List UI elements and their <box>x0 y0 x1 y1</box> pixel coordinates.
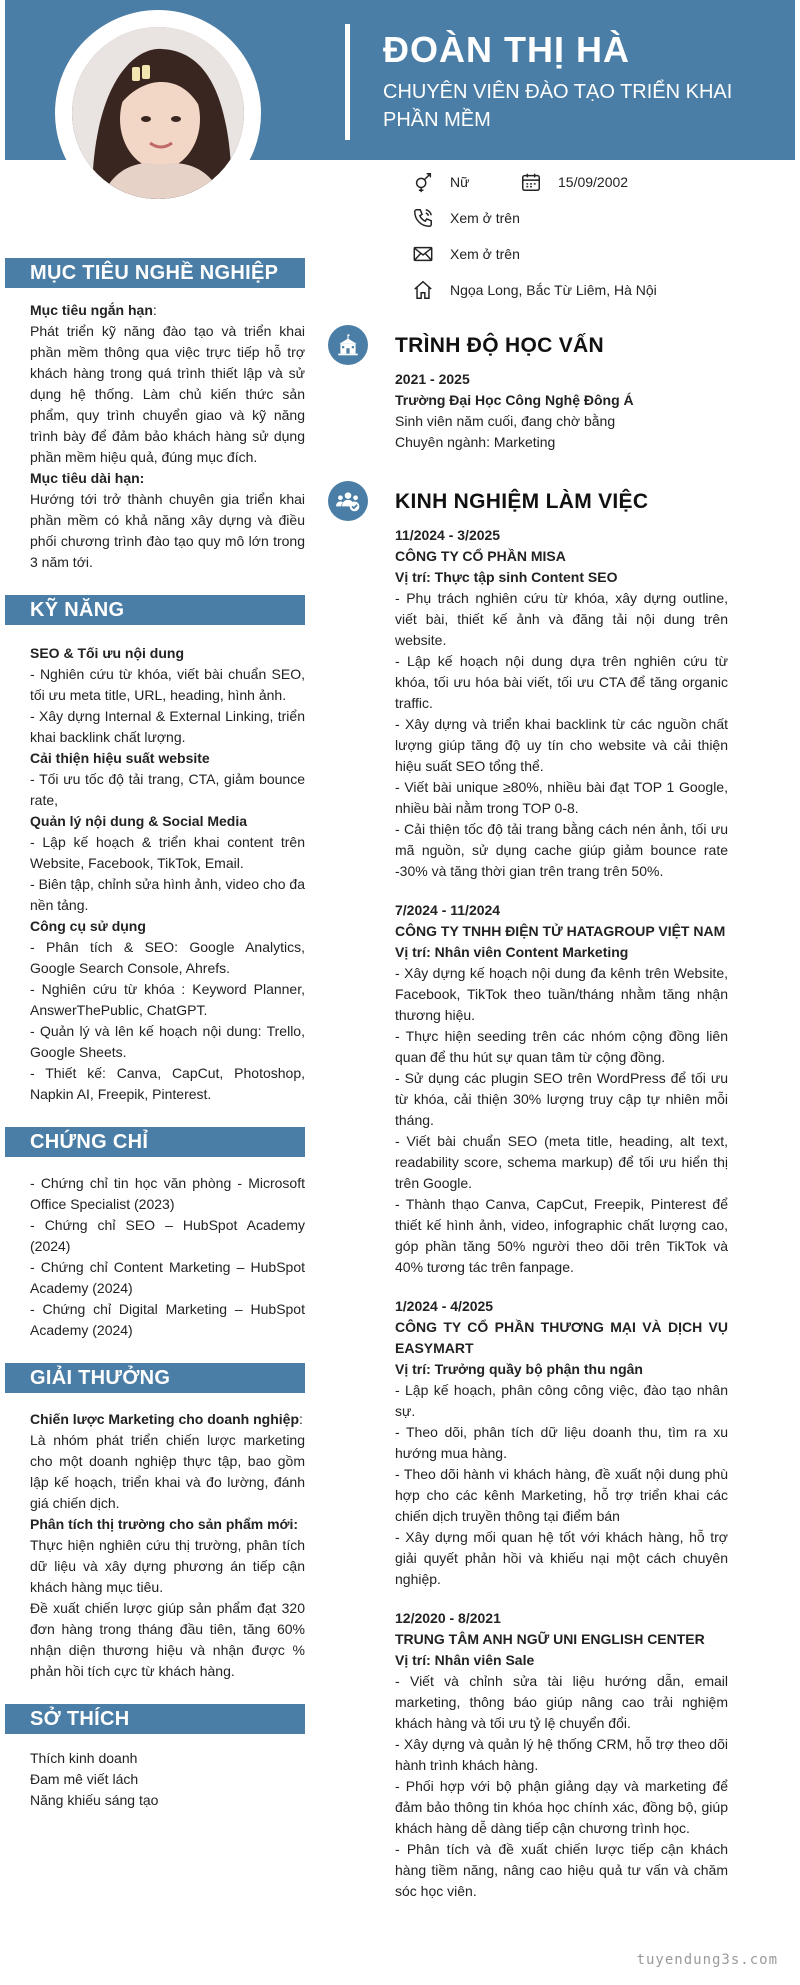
avatar <box>72 27 244 199</box>
job-duty: - Phân tích và đề xuất chiến lược tiếp cận khách hàng tiềm năng, nâng cao hiệu quả tư vấn và chăm sóc học viên. <box>395 1841 728 1899</box>
education-section <box>328 369 728 453</box>
skill-group-title: Quản lý nội dung & Social Media <box>30 813 248 829</box>
gender-item <box>412 170 469 194</box>
phone-item <box>412 206 520 230</box>
skills-heading: KỸ NĂNG <box>5 595 305 625</box>
right-column <box>328 325 728 1920</box>
job-duty: - Viết bài chuẩn SEO (meta title, heading, alt text, readability score, schema markup) để tối ưu hiển thị trên Google. <box>395 1133 728 1191</box>
job-entry <box>395 900 728 1278</box>
award-text: Đề xuất chiến lược giúp sản phẩm đạt 320 đơn hàng trong tháng đầu tiên, tăng 60% nhận diện thương hiệu và nhận được % phản hồi tích cực từ khách hàng. <box>30 1600 305 1679</box>
skill-group-title: Công cụ sử dụng <box>30 918 146 934</box>
awards-section: Chiến lược Marketing cho doanh nghiệp: Là nhóm phát triển chiến lược marketing cho một doanh nghiệp thực tập, bao gồm lập kế hoạch, triển khai và đo lường, đánh giá chiến dịch. Phân tích thị trường cho sản phẩm mới: Thực hiện nghiên cứu thị trường, phân tích dữ liệu và xây dựng phương án tiếp cận khách hàng mục tiêu. Đề xuất chiến lược giúp sản phẩm đạt 320 đơn hàng trong tháng đầu tiên, tăng 60% nhận diện thương hiệu và nhận được % phản hồi tích cực từ khách hàng. <box>5 1393 305 1682</box>
short-term-label: Mục tiêu ngắn hạn <box>30 302 153 318</box>
long-term-label: Mục tiêu dài hạn: <box>30 470 145 486</box>
phone-icon <box>412 207 434 229</box>
certificates-section <box>5 1157 305 1341</box>
gender-icon <box>412 171 434 193</box>
school-name: Trường Đại Học Công Nghệ Đông Á <box>395 392 634 408</box>
job-entry <box>395 525 728 882</box>
experience-header <box>328 481 728 525</box>
skill-group-title: SEO & Tối ưu nội dung <box>30 645 185 661</box>
job-period: 1/2024 - 4/2025 <box>395 1298 494 1314</box>
job-duty: - Cải thiện tốc độ tải trang bằng cách nén ảnh, tối ưu mã nguồn, sử dụng cache giúp giảm bounce rate -30% và tăng thời gian trên trang trên 50%. <box>395 821 728 879</box>
contact-info <box>412 170 792 314</box>
job-entry <box>395 1296 728 1590</box>
job-duty: - Sử dụng các plugin SEO trên WordPress để tối ưu từ khóa, cải thiện 30% lượng truy cập tự nhiên mỗi tháng. <box>395 1070 728 1128</box>
skill-item: - Lập kế hoạch & triển khai content trên Website, Facebook, TikTok, Email. <box>30 834 305 871</box>
calendar-icon <box>520 171 542 193</box>
short-term-text: Phát triển kỹ năng đào tạo và triển khai phần mềm thông qua việc trực tiếp hỗ trợ khách hàng trong quá trình thiết lập và sử dụng hệ thống. Làm chủ kiến thức sản phẩm, quy trình chuyển giao và kỹ năng trình bày để đảm bảo khách hàng sử dụng phần mềm hiệu quả, đúng mục đích. <box>30 323 305 465</box>
school-icon <box>328 325 368 365</box>
hobby-item: Đam mê viết lách <box>30 1771 139 1787</box>
job-entry <box>395 1608 728 1902</box>
job-period: 12/2020 - 8/2021 <box>395 1610 501 1626</box>
job-period: 7/2024 - 11/2024 <box>395 902 501 918</box>
job-duty: - Lập kế hoạch nội dung dựa trên nghiên cứu từ khóa, tối ưu hóa bài viết, tối ưu CTA để tăng organic traffic. <box>395 653 728 711</box>
education-header <box>328 325 728 369</box>
candidate-name: ĐOÀN THỊ HÀ <box>383 29 630 70</box>
job-duty: - Thực hiện seeding trên các nhóm cộng đồng liên quan để thu hút sự quan tâm từ cộng đồng. <box>395 1028 728 1065</box>
job-title: CHUYÊN VIÊN ĐÀO TẠO TRIỂN KHAI PHẦN MỀM <box>383 81 733 131</box>
skills-section <box>5 625 305 1105</box>
email-text: Xem ở trên <box>450 245 520 262</box>
awards-heading: GIẢI THƯỞNG <box>5 1363 305 1393</box>
certificate-item: - Chứng chỉ Content Marketing – HubSpot Academy (2024) <box>30 1259 305 1296</box>
certificate-item: - Chứng chỉ tin học văn phòng - Microsoft Office Specialist (2023) <box>30 1175 305 1212</box>
skill-item: - Phân tích & SEO: Google Analytics, Google Search Console, Ahrefs. <box>30 939 305 976</box>
skill-item: - Xây dựng Internal & External Linking, triển khai backlink chất lượng. <box>30 708 305 745</box>
email-icon <box>412 243 434 265</box>
objective-heading: MỤC TIÊU NGHỀ NGHIỆP <box>5 258 305 288</box>
job-period: 11/2024 - 3/2025 <box>395 527 501 543</box>
certificate-item: - Chứng chỉ SEO – HubSpot Academy (2024) <box>30 1217 305 1254</box>
company-name: CÔNG TY TNHH ĐIỆN TỬ HATAGROUP VIỆT NAM <box>395 923 726 939</box>
gender-text: Nữ <box>450 173 470 190</box>
skill-item: - Quản lý và lên kế hoạch nội dung: Trello, Google Sheets. <box>30 1023 305 1060</box>
job-duty: - Xây dựng và triển khai backlink từ các nguồn chất lượng giúp tăng độ uy tín cho website và cải thiện hiệu suất SEO tổng thể. <box>395 716 728 774</box>
job-duty: - Phụ trách nghiên cứu từ khóa, xây dựng outline, viết bài, thiết kế ảnh và đăng tải nội dung trên website. <box>395 590 728 648</box>
certificate-item: - Chứng chỉ Digital Marketing – HubSpot Academy (2024) <box>30 1301 305 1338</box>
skill-item: - Biên tập, chỉnh sửa hình ảnh, video cho đa nền tảng. <box>30 876 305 913</box>
award-title: Chiến lược Marketing cho doanh nghiệp <box>30 1411 299 1427</box>
objective-section: Mục tiêu ngắn hạn: Phát triển kỹ năng đào tạo và triển khai phần mềm thông qua việc trực tiếp hỗ trợ khách hàng trong quá trình thiết lập và sử dụng hệ thống. Làm chủ kiến thức sản phẩm, quy trình chuyển giao và kỹ năng trình bày để đảm bảo khách hàng sử dụng phần mềm hiệu quả, đúng mục đích. Mục tiêu dài hạn: Hướng tới trở thành chuyên gia triển khai phần mềm có khả năng xây dựng và điều phối chương trình đào tạo quy mô lớn trong 3 năm tới. <box>5 288 305 573</box>
job-role: Vị trí: Thực tập sinh Content SEO <box>395 569 618 585</box>
job-duty: - Viết bài unique ≥80%, nhiều bài đạt TOP 1 Google, nhiều bài nằm trong TOP 0-8. <box>395 779 728 816</box>
skill-group-title: Cải thiện hiệu suất website <box>30 750 210 766</box>
job-duty: - Phối hợp với bộ phận giảng dạy và marketing để đảm bảo thông tin khóa học chính xác, đồng bộ, giúp khách hàng dễ dàng tiếp cận chương trình học. <box>395 1778 728 1836</box>
education-period: 2021 - 2025 <box>395 371 470 387</box>
company-name: CÔNG TY CỔ PHẦN THƯƠNG MẠI VÀ DỊCH VỤ EASYMART <box>395 1319 728 1356</box>
job-duty: - Thành thạo Canva, CapCut, Freepik, Pinterest để thiết kế hình ảnh, video, infographic chất lượng cao, góp phần tăng 50% người theo dõi trên TikTok và 40% tương tác trên fanpage. <box>395 1196 728 1275</box>
experience-section <box>328 525 728 1902</box>
hobby-item: Năng khiếu sáng tạo <box>30 1792 159 1808</box>
header-divider <box>345 24 350 140</box>
skill-item: - Nghiên cứu từ khóa : Keyword Planner, AnswerThePublic, ChatGPT. <box>30 981 305 1018</box>
job-duty: - Xây dựng kế hoạch nội dung đa kênh trên Website, Facebook, TikTok theo tuần/tháng nhằm tăng nhận thương hiệu. <box>395 965 728 1023</box>
skill-item: - Tối ưu tốc độ tải trang, CTA, giảm bounce rate, <box>30 771 305 808</box>
long-term-text: Hướng tới trở thành chuyên gia triển khai phần mềm có khả năng xây dựng và điều phối chương trình đào tạo quy mô lớn trong 3 năm tới. <box>30 491 305 570</box>
job-role: Vị trí: Nhân viên Content Marketing <box>395 944 629 960</box>
experience-heading: KINH NGHIỆM LÀM VIỆC <box>395 490 649 513</box>
job-duty: - Theo dõi hành vi khách hàng, đề xuất nội dung phù hợp cho các kênh Marketing, hỗ trợ triển khai các chiến dịch truyền thông tại điểm bán <box>395 1466 728 1524</box>
award-text: Thực hiện nghiên cứu thị trường, phân tích dữ liệu và xây dựng phương án tiếp cận khách hàng mục tiêu. <box>30 1537 305 1595</box>
company-name: CÔNG TY CỔ PHẦN MISA <box>395 548 566 564</box>
watermark: tuyendung3s.com <box>636 1952 778 1968</box>
job-duty: - Xây dựng mối quan hệ tốt với khách hàng, hỗ trợ giải quyết phản hồi và khiếu nại một cách chuyên nghiệp. <box>395 1529 728 1587</box>
birthday-text: 15/09/2002 <box>558 173 629 190</box>
hobbies-heading: SỞ THÍCH <box>5 1704 305 1734</box>
email-item <box>412 242 520 266</box>
education-major: Chuyên ngành: Marketing <box>395 434 556 450</box>
avatar-photo <box>72 27 244 199</box>
job-duty: - Xây dựng và quản lý hệ thống CRM, hỗ trợ theo dõi hành trình khách hàng. <box>395 1736 728 1773</box>
hobbies-section <box>5 1734 305 1811</box>
left-column <box>5 258 305 1811</box>
skill-item: - Thiết kế: Canva, CapCut, Photoshop, Napkin AI, Freepik, Pinterest. <box>30 1065 305 1102</box>
hobby-item: Thích kinh doanh <box>30 1750 138 1766</box>
education-heading: TRÌNH ĐỘ HỌC VẤN <box>395 334 604 357</box>
company-name: TRUNG TÂM ANH NGỮ UNI ENGLISH CENTER <box>395 1631 705 1647</box>
job-duty: - Lập kế hoạch, phân công công việc, đào tạo nhân sự. <box>395 1382 728 1419</box>
phone-text: Xem ở trên <box>450 209 520 226</box>
job-duty: - Theo dõi, phân tích dữ liệu doanh thu, tìm ra xu hướng mua hàng. <box>395 1424 728 1461</box>
job-duty: - Viết và chỉnh sửa tài liệu hướng dẫn, email marketing, thông báo giúp nâng cao trải nghiệm khách hàng và tối ưu tỷ lệ chuyển đổi. <box>395 1673 728 1731</box>
award-title: Phân tích thị trường cho sản phẩm mới: <box>30 1516 299 1532</box>
award-text: Là nhóm phát triển chiến lược marketing cho một doanh nghiệp thực tập, bao gồm lập kế hoạch, triển khai và đo lường, đánh giá chiến dịch. <box>30 1432 305 1511</box>
education-status: Sinh viên năm cuối, đang chờ bằng <box>395 413 616 429</box>
team-icon <box>328 481 368 521</box>
job-role: Vị trí: Trưởng quầy bộ phận thu ngân <box>395 1361 643 1377</box>
address-text: Ngọa Long, Bắc Từ Liêm, Hà Nội <box>450 281 657 298</box>
skill-item: - Nghiên cứu từ khóa, viết bài chuẩn SEO, tối ưu meta title, URL, heading, hình ảnh. <box>30 666 305 703</box>
job-role: Vị trí: Nhân viên Sale <box>395 1652 535 1668</box>
address-item <box>412 278 657 302</box>
certificates-heading: CHỨNG CHỈ <box>5 1127 305 1157</box>
birthday-item <box>520 170 628 194</box>
home-icon <box>412 279 434 301</box>
